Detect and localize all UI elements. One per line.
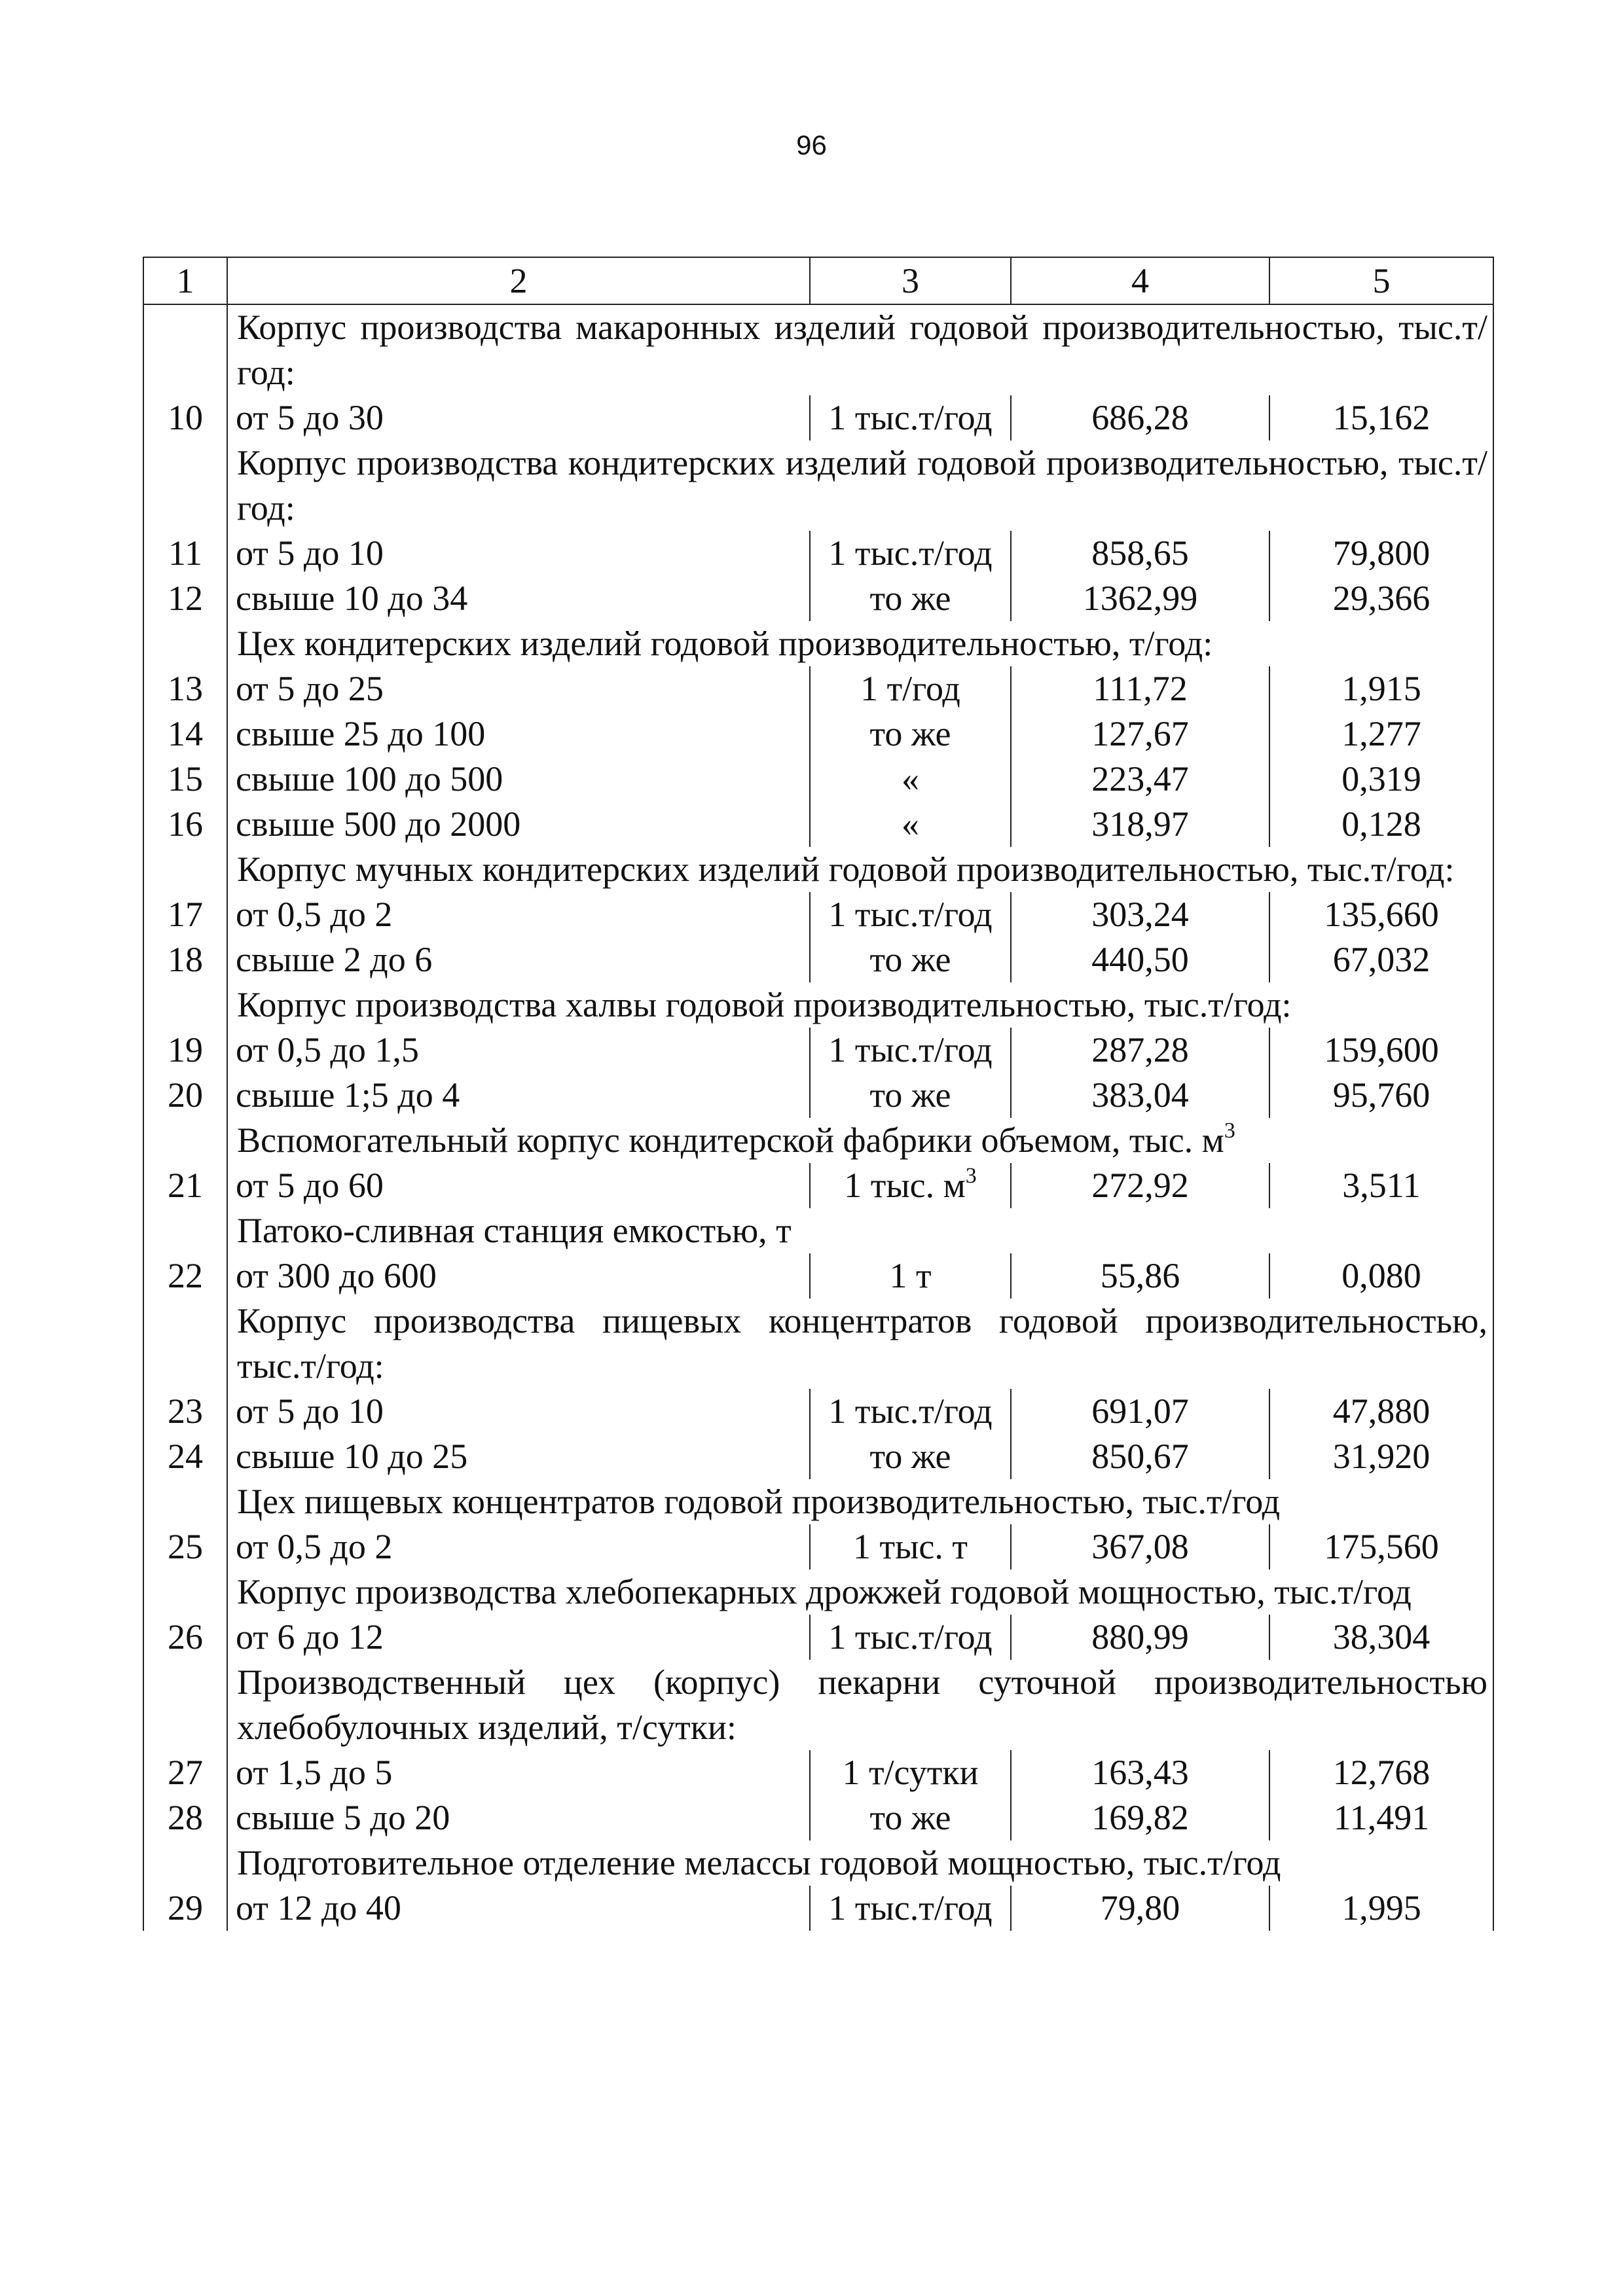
table-row	[143, 576, 1493, 621]
value-col4: 880,99	[1011, 1615, 1269, 1660]
value-col5: 11,491	[1269, 1795, 1493, 1840]
group-heading-row	[143, 1479, 1493, 1524]
row-number-cell	[143, 1208, 227, 1253]
value-col5: 31,920	[1269, 1434, 1493, 1479]
table-row	[143, 1389, 1493, 1434]
table-row	[143, 1750, 1493, 1795]
unit-cell	[810, 1389, 1011, 1434]
value-col4: 686,28	[1011, 395, 1269, 440]
table-row	[143, 531, 1493, 576]
unit-cell	[810, 1253, 1011, 1299]
value-col5: 47,880	[1269, 1389, 1493, 1434]
table-row	[143, 1253, 1493, 1299]
unit-text: 1 тыс. м	[844, 1166, 966, 1205]
group-heading-text: Вспомогательный корпус кондитерской фабрики объемом, тыс. м	[237, 1121, 1224, 1160]
group-heading	[227, 304, 1493, 395]
value-col4: 383,04	[1011, 1073, 1269, 1118]
range-cell: от 5 до 30	[227, 395, 810, 440]
group-heading-text: Корпус производства халвы годовой производительностью, тыс.т/год:	[237, 985, 1292, 1024]
value-col5: 1,915	[1269, 666, 1493, 711]
row-number: 13	[143, 666, 227, 711]
unit-cell	[810, 666, 1011, 711]
row-number-cell	[143, 1840, 227, 1886]
value-col5: 95,760	[1269, 1073, 1493, 1118]
table-row	[143, 1615, 1493, 1660]
value-col4: 223,47	[1011, 757, 1269, 802]
unit-text: 1 тыс.т/год	[828, 1617, 993, 1657]
range-cell: от 0,5 до 2	[227, 892, 810, 937]
value-col4: 272,92	[1011, 1163, 1269, 1208]
row-number-cell	[143, 304, 227, 395]
range-cell: свыше 10 до 25	[227, 1434, 810, 1479]
row-number-cell	[143, 440, 227, 531]
value-col4: 440,50	[1011, 937, 1269, 982]
unit-cell	[810, 711, 1011, 757]
unit-text: 1 т/год	[860, 669, 960, 708]
value-col4: 127,67	[1011, 711, 1269, 757]
range-cell: от 5 до 10	[227, 531, 810, 576]
range-cell: от 0,5 до 1,5	[227, 1028, 810, 1073]
value-col4: 287,28	[1011, 1028, 1269, 1073]
unit-cell	[810, 1886, 1011, 1931]
group-heading-text: Корпус производства пищевых концентратов годовой производительностью, тыс.т/год:	[237, 1301, 1487, 1386]
value-col5: 175,560	[1269, 1524, 1493, 1570]
unit-text: 1 тыс.т/год	[828, 1888, 993, 1928]
unit-cell	[810, 937, 1011, 982]
unit-text: 1 т	[889, 1256, 932, 1295]
table-row	[143, 711, 1493, 757]
table-row	[143, 1434, 1493, 1479]
unit-text: 1 тыс.т/год	[828, 398, 993, 437]
row-number: 29	[143, 1886, 227, 1931]
group-heading-text: Корпус производства макаронных изделий годовой производительностью, тыс.т/год:	[237, 308, 1487, 392]
row-number: 27	[143, 1750, 227, 1795]
table-row	[143, 1163, 1493, 1208]
row-number: 23	[143, 1389, 227, 1434]
range-cell: от 6 до 12	[227, 1615, 810, 1660]
row-number: 17	[143, 892, 227, 937]
superscript: 3	[965, 1164, 977, 1188]
value-col5: 79,800	[1269, 531, 1493, 576]
group-heading-text: Патоко-сливная станция емкостью, т	[237, 1211, 792, 1250]
value-col4: 163,43	[1011, 1750, 1269, 1795]
unit-text: то же	[869, 1437, 951, 1476]
value-col4: 318,97	[1011, 802, 1269, 847]
group-heading-row	[143, 982, 1493, 1028]
group-heading-row	[143, 304, 1493, 395]
value-col5: 1,277	[1269, 711, 1493, 757]
unit-text: 1 тыс. т	[853, 1527, 968, 1566]
group-heading-row	[143, 1570, 1493, 1615]
value-col4: 55,86	[1011, 1253, 1269, 1299]
range-cell: от 0,5 до 2	[227, 1524, 810, 1570]
group-heading-row	[143, 1660, 1493, 1750]
row-number: 28	[143, 1795, 227, 1840]
unit-text: то же	[869, 940, 951, 979]
unit-cell	[810, 1028, 1011, 1073]
value-col4: 169,82	[1011, 1795, 1269, 1840]
row-number-cell	[143, 1299, 227, 1389]
table-row	[143, 892, 1493, 937]
table-row	[143, 1795, 1493, 1840]
table-row	[143, 757, 1493, 802]
group-heading-row	[143, 847, 1493, 892]
table-row	[143, 1028, 1493, 1073]
range-cell: свыше 100 до 500	[227, 757, 810, 802]
range-cell: свыше 500 до 2000	[227, 802, 810, 847]
value-col4: 367,08	[1011, 1524, 1269, 1570]
unit-text: 1 тыс.т/год	[828, 895, 993, 934]
row-number-cell	[143, 1570, 227, 1615]
group-heading	[227, 1118, 1493, 1163]
group-heading-row	[143, 440, 1493, 531]
unit-cell	[810, 1750, 1011, 1795]
unit-text: 1 тыс.т/год	[828, 533, 993, 573]
group-heading-row	[143, 621, 1493, 666]
row-number: 16	[143, 802, 227, 847]
value-col5: 15,162	[1269, 395, 1493, 440]
unit-text: 1 т/сутки	[842, 1753, 979, 1792]
value-col4: 858,65	[1011, 531, 1269, 576]
unit-text: то же	[869, 1798, 951, 1837]
value-col5: 159,600	[1269, 1028, 1493, 1073]
row-number: 10	[143, 395, 227, 440]
row-number: 21	[143, 1163, 227, 1208]
group-heading	[227, 1840, 1493, 1886]
unit-cell	[810, 1615, 1011, 1660]
value-col5: 0,128	[1269, 802, 1493, 847]
value-col4: 79,80	[1011, 1886, 1269, 1931]
unit-text: то же	[869, 1075, 951, 1115]
group-heading-text: Корпус мучных кондитерских изделий годовой производительностью, тыс.т/год:	[237, 850, 1455, 889]
group-heading	[227, 1208, 1493, 1253]
column-header: 1	[143, 257, 227, 304]
group-heading-text: Цех кондитерских изделий годовой производительностью, т/год:	[237, 624, 1213, 663]
value-col4: 111,72	[1011, 666, 1269, 711]
value-col4: 303,24	[1011, 892, 1269, 937]
group-heading	[227, 440, 1493, 531]
unit-cell	[810, 1524, 1011, 1570]
value-col4: 691,07	[1011, 1389, 1269, 1434]
value-col5: 3,511	[1269, 1163, 1493, 1208]
superscript: 3	[1224, 1119, 1235, 1143]
value-col5: 29,366	[1269, 576, 1493, 621]
unit-cell	[810, 395, 1011, 440]
range-cell: от 12 до 40	[227, 1886, 810, 1931]
column-header: 5	[1269, 257, 1493, 304]
row-number: 25	[143, 1524, 227, 1570]
group-heading	[227, 621, 1493, 666]
range-cell: свыше 2 до 6	[227, 937, 810, 982]
row-number-cell	[143, 621, 227, 666]
value-col5: 135,660	[1269, 892, 1493, 937]
row-number: 19	[143, 1028, 227, 1073]
table-row	[143, 1524, 1493, 1570]
column-header: 2	[227, 257, 810, 304]
range-cell: свыше 25 до 100	[227, 711, 810, 757]
range-cell: от 5 до 25	[227, 666, 810, 711]
row-number-cell	[143, 1118, 227, 1163]
group-heading-row	[143, 1299, 1493, 1389]
unit-text: 1 тыс.т/год	[828, 1391, 993, 1431]
value-col5: 12,768	[1269, 1750, 1493, 1795]
row-number: 22	[143, 1253, 227, 1299]
group-heading	[227, 847, 1493, 892]
row-number-cell	[143, 847, 227, 892]
value-col4: 850,67	[1011, 1434, 1269, 1479]
table-row	[143, 937, 1493, 982]
unit-cell	[810, 576, 1011, 621]
table-row	[143, 666, 1493, 711]
column-header-row	[143, 257, 1493, 304]
group-heading-row	[143, 1118, 1493, 1163]
value-col5: 38,304	[1269, 1615, 1493, 1660]
unit-cell	[810, 892, 1011, 937]
group-heading	[227, 1479, 1493, 1524]
group-heading	[227, 982, 1493, 1028]
row-number: 14	[143, 711, 227, 757]
unit-cell	[810, 531, 1011, 576]
row-number: 15	[143, 757, 227, 802]
table-row	[143, 1073, 1493, 1118]
unit-cell	[810, 1163, 1011, 1208]
page-number: 96	[796, 130, 827, 160]
column-header: 3	[810, 257, 1011, 304]
table-row	[143, 1886, 1493, 1931]
row-number: 24	[143, 1434, 227, 1479]
row-number-cell	[143, 982, 227, 1028]
range-cell: от 5 до 60	[227, 1163, 810, 1208]
unit-cell	[810, 802, 1011, 847]
group-heading	[227, 1660, 1493, 1750]
group-heading	[227, 1570, 1493, 1615]
range-cell: свыше 1;5 до 4	[227, 1073, 810, 1118]
group-heading	[227, 1299, 1493, 1389]
row-number-cell	[143, 1660, 227, 1750]
unit-text: то же	[869, 579, 951, 618]
table-row	[143, 395, 1493, 440]
value-col5: 0,080	[1269, 1253, 1493, 1299]
unit-text: то же	[869, 714, 951, 753]
rates-table	[143, 257, 1494, 1931]
range-cell: от 5 до 10	[227, 1389, 810, 1434]
unit-cell	[810, 757, 1011, 802]
group-heading-row	[143, 1840, 1493, 1886]
range-cell: свыше 10 до 34	[227, 576, 810, 621]
group-heading-text: Подготовительное отделение мелассы годовой мощностью, тыс.т/год	[237, 1843, 1281, 1882]
unit-text: «	[902, 759, 919, 798]
unit-cell	[810, 1434, 1011, 1479]
group-heading-text: Корпус производства хлебопекарных дрожжей годовой мощностью, тыс.т/год	[237, 1572, 1412, 1611]
unit-cell	[810, 1795, 1011, 1840]
value-col5: 0,319	[1269, 757, 1493, 802]
unit-text: 1 тыс.т/год	[828, 1030, 993, 1069]
column-header: 4	[1011, 257, 1269, 304]
value-col4: 1362,99	[1011, 576, 1269, 621]
table-body	[143, 304, 1493, 1931]
range-cell: свыше 5 до 20	[227, 1795, 810, 1840]
range-cell: от 300 до 600	[227, 1253, 810, 1299]
range-cell: от 1,5 до 5	[227, 1750, 810, 1795]
row-number: 20	[143, 1073, 227, 1118]
unit-text: «	[902, 804, 919, 844]
row-number: 18	[143, 937, 227, 982]
row-number: 12	[143, 576, 227, 621]
table-row	[143, 802, 1493, 847]
value-col5: 1,995	[1269, 1886, 1493, 1931]
unit-cell	[810, 1073, 1011, 1118]
row-number: 11	[143, 531, 227, 576]
group-heading-row	[143, 1208, 1493, 1253]
group-heading-text: Производственный цех (корпус) пекарни суточной производительностью хлебобулочных изделий, т/сутки:	[237, 1662, 1487, 1747]
group-heading-text: Цех пищевых концентратов годовой производительностью, тыс.т/год	[237, 1482, 1281, 1521]
row-number: 26	[143, 1615, 227, 1660]
value-col5: 67,032	[1269, 937, 1493, 982]
group-heading-text: Корпус производства кондитерских изделий годовой производительностью, тыс.т/год:	[237, 443, 1487, 528]
row-number-cell	[143, 1479, 227, 1524]
